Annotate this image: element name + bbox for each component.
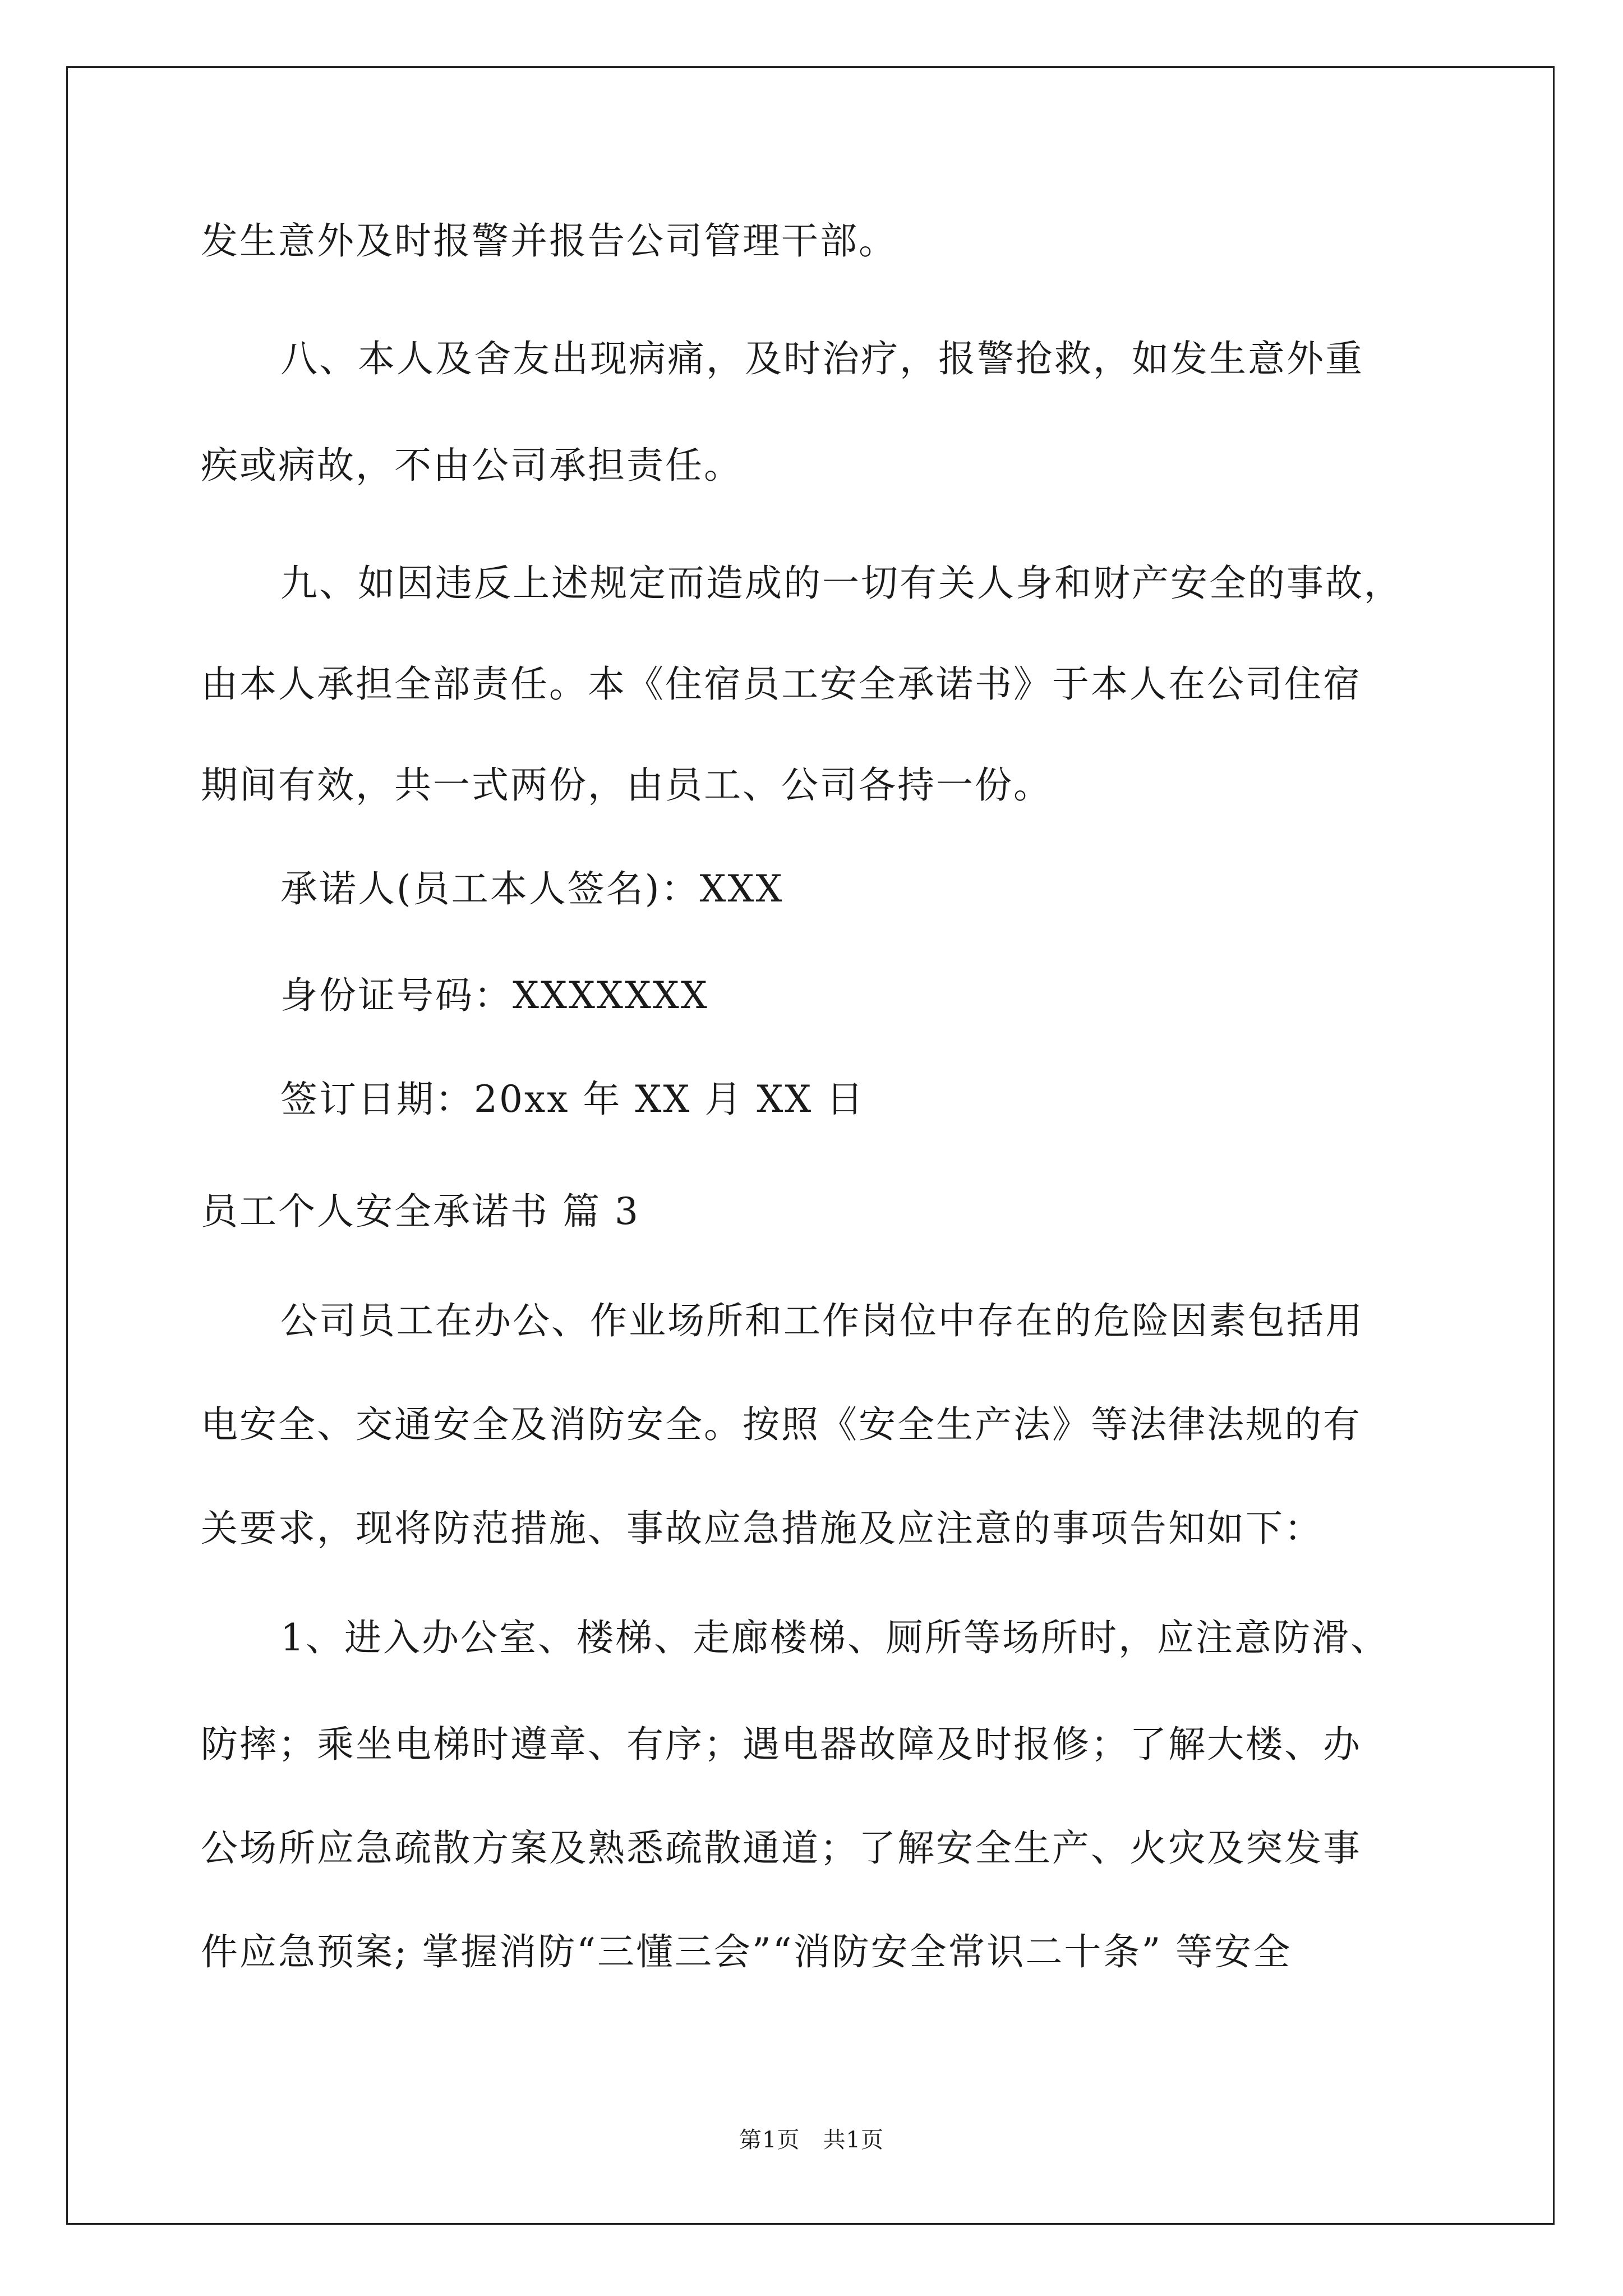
page-number: 第1页 共1页	[739, 2127, 884, 2153]
text-line: 件应急预案; 掌握消防“三懂三会”“消防安全常识二十条” 等安全	[201, 1930, 1292, 1973]
text-line: 期间有效，共一式两份，由员工、公司各持一份。	[201, 763, 1052, 807]
text-line: 1、进入办公室、楼梯、走廊楼梯、厕所等场所时，应注意防滑、	[280, 1616, 1389, 1659]
page-border	[66, 66, 1555, 2225]
text-line: 九、如因违反上述规定而造成的一切有关人身和财产安全的事故，	[280, 562, 1403, 605]
sign-date-line: 签订日期：20xx 年 XX 月 XX 日	[280, 1078, 865, 1121]
text-line: 疾或病故，不由公司承担责任。	[201, 444, 743, 487]
text-line: 八、本人及舍友出现病痛，及时治疗，报警抢救，如发生意外重	[280, 337, 1364, 380]
text-line: 电安全、交通安全及消防安全。按照《安全生产法》等法律法规的有	[201, 1403, 1362, 1446]
text-line: 关要求，现将防范措施、事故应急措施及应注意的事项告知如下：	[201, 1507, 1323, 1550]
text-line: 发生意外及时报警并报告公司管理干部。	[201, 219, 897, 263]
signer-line: 承诺人(员工本人签名)：XXX	[280, 867, 784, 910]
text-line: 公场所应急疏散方案及熟悉疏散通道；了解安全生产、火灾及突发事	[201, 1826, 1362, 1870]
text-line: 防摔；乘坐电梯时遵章、有序；遇电器故障及时报修；了解大楼、办	[201, 1723, 1362, 1766]
text-line: 由本人承担全部责任。本《住宿员工安全承诺书》于本人在公司住宿	[201, 662, 1362, 706]
section-heading: 员工个人安全承诺书 篇 3	[201, 1190, 640, 1233]
id-number-line: 身份证号码：XXXXXXX	[280, 974, 709, 1017]
text-line: 公司员工在办公、作业场所和工作岗位中存在的危险因素包括用	[280, 1299, 1364, 1342]
